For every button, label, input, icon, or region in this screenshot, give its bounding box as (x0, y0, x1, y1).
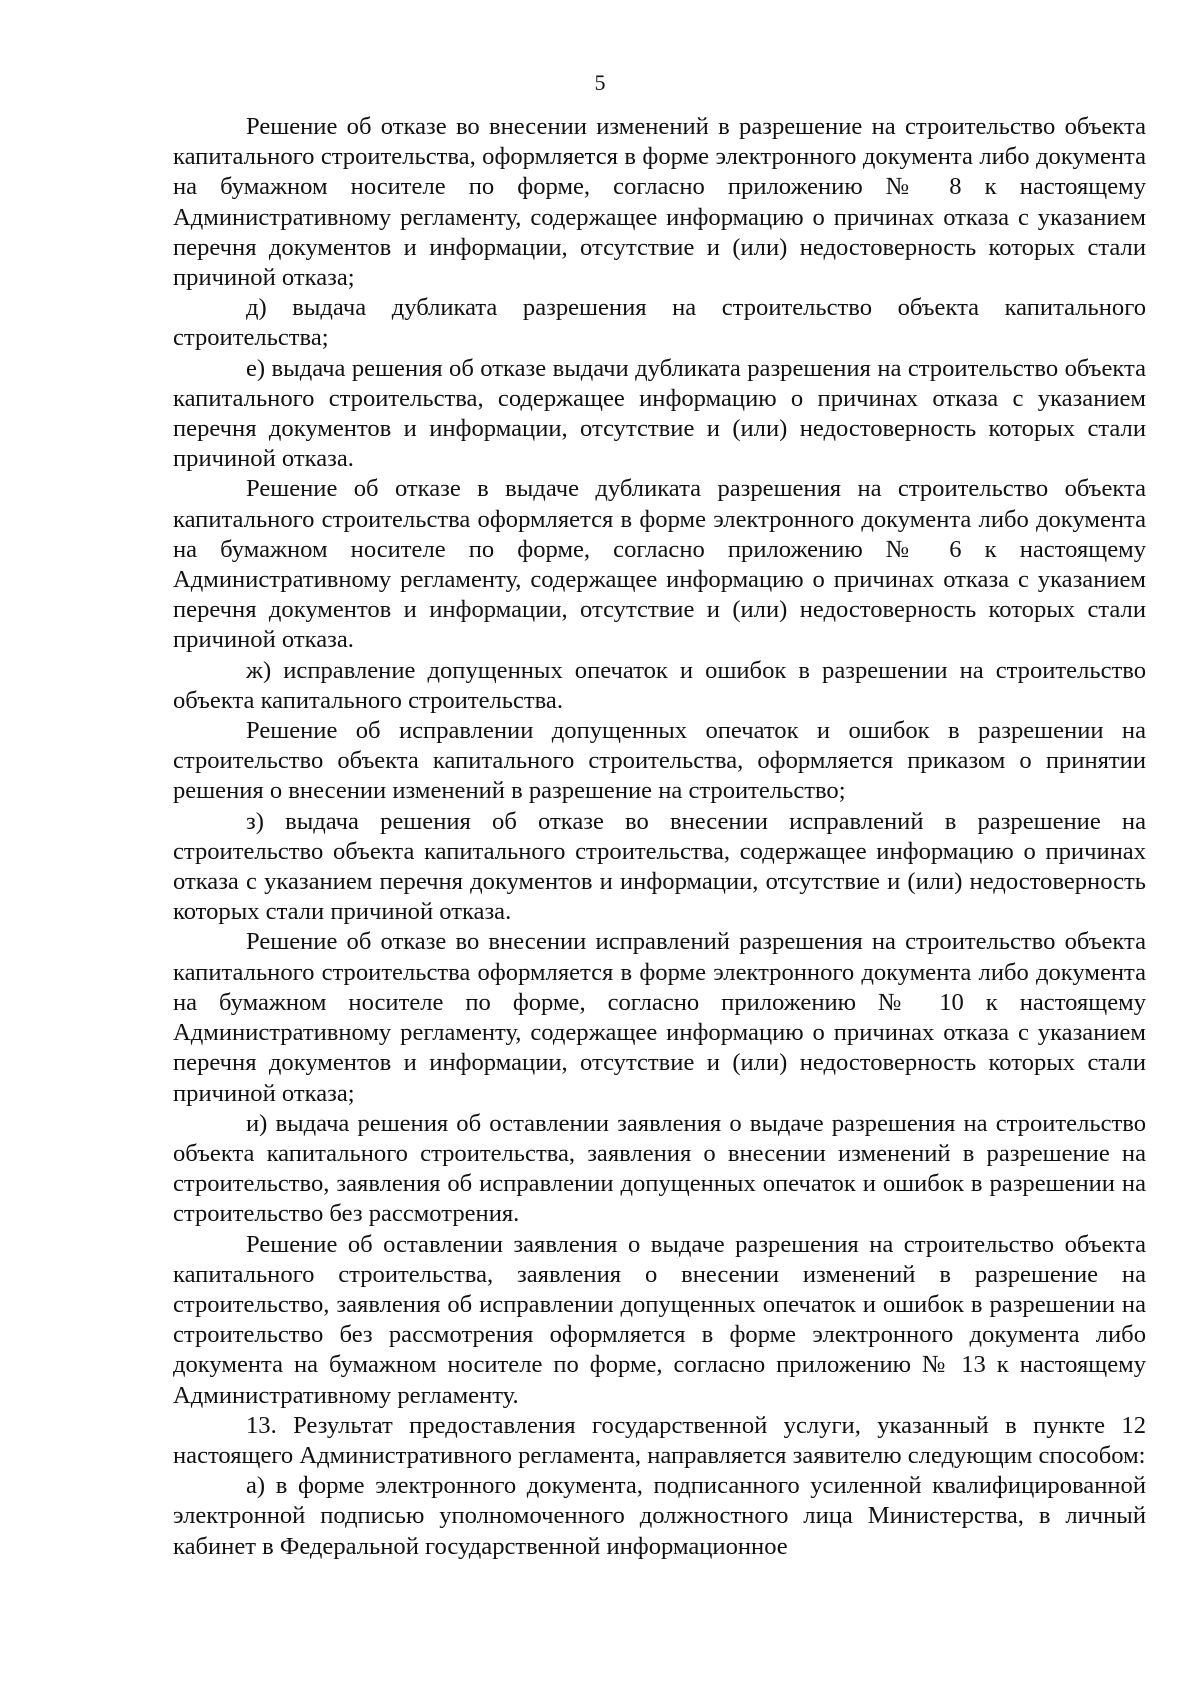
paragraph-item-i: и) выдача решения об оставлении заявления о выдаче разрешения на строительство объекта капитального строительства, заявления о внесении изменений в разрешение на строительство, заявления об исправлении допущенных опечаток и ошибок в разрешении на строительство без рассмотрения. (173, 1109, 1146, 1228)
paragraph-refusal-changes-decision: Решение об отказе во внесении изменений в разрешение на строительство объекта капитального строительства, оформляется в форме электронного документа либо документа на бумажном носителе по форме, согласно приложению № 8 к настоящему Административному регламенту, содержащее информацию о причинах отказа с указанием перечня документов и информации, отсутствие и (или) недостоверность которых стали причиной отказа; (173, 113, 1146, 292)
page-number: 5 (594, 70, 606, 95)
paragraph-section-13: 13. Результат предоставления государственной услуги, указанный в пункте 12 настоящего Административного регламента, направляется заявителю следующим способом: (173, 1411, 1146, 1469)
document-body (173, 112, 1146, 1562)
paragraph-item-zh: ж) исправление допущенных опечаток и ошибок в разрешении на строительство объекта капитального строительства. (173, 656, 1146, 714)
paragraph-refusal-corrections-decision: Решение об отказе во внесении исправлений разрешения на строительство объекта капитального строительства оформляется в форме электронного документа либо документа на бумажном носителе по форме, согласно приложению № 10 к настоящему Административному регламенту, содержащее информацию о причинах отказа с указанием перечня документов и информации, отсутствие и (или) недостоверность которых стали причиной отказа; (173, 928, 1146, 1107)
paragraph-item-e: е) выдача решения об отказе выдачи дубликата разрешения на строительство объекта капитального строительства, содержащее информацию о причинах отказа с указанием перечня документов и информации, отсутствие и (или) недостоверность которых стали причиной отказа. (173, 354, 1146, 473)
paragraph-item-a: а) в форме электронного документа, подписанного усиленной квалифицированной электронной подписью уполномоченного должностного лица Министерства, в личный кабинет в Федеральной государственной информационное (173, 1472, 1146, 1560)
paragraph-leave-without-review-decision: Решение об оставлении заявления о выдаче разрешения на строительство объекта капитального строительства, заявления о внесении изменений в разрешение на строительство, заявления об исправлении допущенных опечаток и ошибок в разрешении на строительство без рассмотрения оформляется в форме электронного документа либо документа на бумажном носителе по форме, согласно приложению № 13 к настоящему Административному регламенту. (173, 1230, 1146, 1409)
paragraph-refusal-duplicate-decision: Решение об отказе в выдаче дубликата разрешения на строительство объекта капитального строительства оформляется в форме электронного документа либо документа на бумажном носителе по форме, согласно приложению № 6 к настоящему Административному регламенту, содержащее информацию о причинах отказа с указанием перечня документов и информации, отсутствие и (или) недостоверность которых стали причиной отказа. (173, 475, 1146, 654)
paragraph-item-d: д) выдача дубликата разрешения на строительство объекта капитального строительства; (173, 294, 1146, 352)
paragraph-correction-decision: Решение об исправлении допущенных опечаток и ошибок в разрешении на строительство объекта капитального строительства, оформляется приказом о принятии решения о внесении изменений в разрешение на строительство; (173, 717, 1146, 805)
paragraph-item-z: з) выдача решения об отказе во внесении исправлений в разрешение на строительство объекта капитального строительства, содержащее информацию о причинах отказа с указанием перечня документов и информации, отсутствие и (или) недостоверность которых стали причиной отказа. (173, 807, 1146, 926)
